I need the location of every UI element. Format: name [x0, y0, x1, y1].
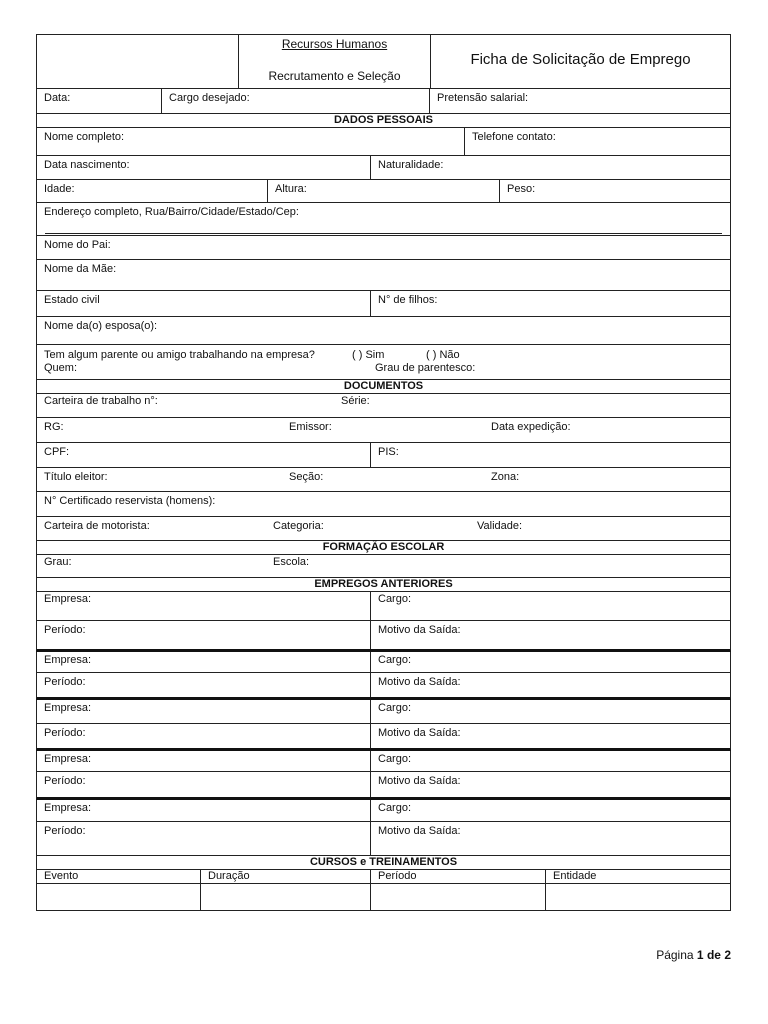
- row-relative: [36, 345, 731, 380]
- job-5-period-row: [36, 822, 731, 856]
- row-voter: [36, 468, 731, 492]
- form-header: [36, 34, 731, 89]
- job-2-period-field[interactable]: Período:: [44, 676, 86, 688]
- job-3-role-field[interactable]: Cargo:: [370, 700, 730, 723]
- row-military: [36, 492, 731, 517]
- birthplace-field[interactable]: Naturalidade:: [370, 156, 730, 179]
- courses-event-header: Evento: [44, 870, 79, 882]
- desired-position-field[interactable]: Cargo desejado:: [161, 89, 429, 113]
- row-age-height-weight: [36, 180, 731, 203]
- voter-section-field[interactable]: Seção:: [289, 471, 324, 483]
- degree-field[interactable]: Grau:: [44, 556, 72, 568]
- department-block: [238, 35, 430, 88]
- job-2-reason-field[interactable]: Motivo da Saída:: [370, 673, 730, 697]
- relative-no-checkbox[interactable]: ( ) Não: [426, 349, 460, 361]
- job-4-period-field[interactable]: Período:: [44, 775, 86, 787]
- address-field[interactable]: Endereço completo, Rua/Bairro/Cidade/Estado/Cep:: [44, 206, 299, 218]
- job-5-company-field[interactable]: Empresa:: [44, 802, 92, 814]
- job-1-company-row: [36, 592, 731, 621]
- row-education: [36, 555, 731, 578]
- row-cpf-pis: [36, 443, 731, 468]
- job-4-company-field[interactable]: Empresa:: [44, 753, 92, 765]
- salary-field[interactable]: Pretensão salarial:: [429, 89, 730, 113]
- job-5-company-row: [36, 800, 731, 822]
- job-3-reason-field[interactable]: Motivo da Saída:: [370, 724, 730, 748]
- address-underline: [45, 233, 722, 234]
- job-4-reason-field[interactable]: Motivo da Saída:: [370, 772, 730, 797]
- department-name: Recursos Humanos: [281, 37, 388, 51]
- logo-area: [37, 35, 238, 88]
- issue-date-field[interactable]: Data expedição:: [491, 421, 571, 433]
- job-2-company-field[interactable]: Empresa:: [44, 654, 92, 666]
- series-field[interactable]: Série:: [341, 395, 370, 407]
- work-card-field[interactable]: Carteira de trabalho n°:: [44, 395, 158, 407]
- height-field[interactable]: Altura:: [267, 180, 499, 202]
- job-3-company-row: [36, 700, 731, 724]
- course-entity-cell[interactable]: [545, 884, 730, 910]
- page-current: 1: [696, 948, 704, 962]
- kinship-field[interactable]: Grau de parentesco:: [375, 362, 476, 374]
- spouse-name-field[interactable]: Nome da(o) esposa(o):: [44, 320, 158, 332]
- job-5-reason-field[interactable]: Motivo da Saída:: [370, 822, 730, 855]
- pis-field[interactable]: PIS:: [370, 443, 730, 467]
- mother-name-field[interactable]: Nome da Mãe:: [44, 263, 117, 275]
- phone-field[interactable]: Telefone contato:: [464, 128, 730, 155]
- relative-who-field[interactable]: Quem:: [44, 362, 78, 374]
- father-name-field[interactable]: Nome do Pai:: [44, 239, 111, 251]
- form-title: Ficha de Solicitação de Emprego: [430, 35, 730, 88]
- courses-entry-row: [36, 884, 731, 911]
- courses-entity-header: Entidade: [545, 870, 730, 883]
- section-courses: CURSOS e TREINAMENTOS: [36, 856, 731, 870]
- cpf-field[interactable]: CPF:: [44, 446, 70, 458]
- courses-period-header: Período: [370, 870, 545, 883]
- job-1-company-field[interactable]: Empresa:: [44, 593, 92, 605]
- license-validity-field[interactable]: Validade:: [477, 520, 523, 532]
- voter-id-field[interactable]: Título eleitor:: [44, 471, 108, 483]
- job-5-period-field[interactable]: Período:: [44, 825, 86, 837]
- job-1-role-field[interactable]: Cargo:: [370, 592, 730, 620]
- relative-question-text: Tem algum parente ou amigo trabalhando na empresa?: [44, 349, 315, 361]
- weight-field[interactable]: Peso:: [499, 180, 730, 202]
- job-3-period-field[interactable]: Período:: [44, 727, 86, 739]
- children-field[interactable]: N° de filhos:: [370, 291, 730, 316]
- row-birth: [36, 156, 731, 180]
- row-spouse: [36, 317, 731, 345]
- row-mother: [36, 260, 731, 291]
- date-field[interactable]: Data:: [44, 92, 71, 104]
- subdepartment-name: Recrutamento e Seleção: [268, 69, 401, 83]
- job-2-period-row: [36, 673, 731, 700]
- page-total: 2: [724, 948, 731, 962]
- job-1-period-row: [36, 621, 731, 652]
- job-4-company-row: [36, 751, 731, 772]
- row-rg: [36, 418, 731, 443]
- birth-date-field[interactable]: Data nascimento:: [44, 159, 130, 171]
- page-prefix: Página: [656, 948, 694, 962]
- row-address: [36, 203, 731, 236]
- row-civil-status: [36, 291, 731, 317]
- section-documents: DOCUMENTOS: [36, 380, 731, 394]
- job-1-period-field[interactable]: Período:: [44, 624, 86, 636]
- row-driver: [36, 517, 731, 541]
- course-event-cell[interactable]: [37, 884, 200, 910]
- job-5-role-field[interactable]: Cargo:: [370, 800, 730, 821]
- page-of: de: [706, 948, 721, 962]
- military-cert-field[interactable]: N° Certificado reservista (homens):: [44, 495, 216, 507]
- job-2-company-row: [36, 652, 731, 673]
- civil-status-field[interactable]: Estado civil: [44, 294, 100, 306]
- job-2-role-field[interactable]: Cargo:: [370, 652, 730, 672]
- job-4-period-row: [36, 772, 731, 800]
- job-1-reason-field[interactable]: Motivo da Saída:: [370, 621, 730, 649]
- age-field[interactable]: Idade:: [44, 183, 75, 195]
- job-3-period-row: [36, 724, 731, 751]
- license-category-field[interactable]: Categoria:: [273, 520, 324, 532]
- row-work-card: [36, 394, 731, 418]
- rg-field[interactable]: RG:: [44, 421, 64, 433]
- section-previous-jobs: EMPREGOS ANTERIORES: [36, 578, 731, 592]
- relative-yes-checkbox[interactable]: ( ) Sim: [352, 349, 385, 361]
- section-personal-data: DADOS PESSOAIS: [36, 114, 731, 128]
- section-education: FORMAÇÃO ESCOLAR: [36, 541, 731, 555]
- full-name-field[interactable]: Nome completo:: [44, 131, 125, 143]
- page-number: [656, 948, 731, 962]
- driver-license-field[interactable]: Carteira de motorista:: [44, 520, 150, 532]
- job-3-company-field[interactable]: Empresa:: [44, 702, 92, 714]
- job-application-form: [36, 34, 731, 911]
- row-name-phone: [36, 128, 731, 156]
- course-period-cell[interactable]: [370, 884, 545, 910]
- course-duration-cell[interactable]: [200, 884, 370, 910]
- courses-duration-header: Duração: [200, 870, 370, 883]
- row-father: [36, 236, 731, 260]
- issuer-field[interactable]: Emissor:: [289, 421, 332, 433]
- job-4-role-field[interactable]: Cargo:: [370, 751, 730, 771]
- courses-header-row: [36, 870, 731, 884]
- row-date-position-salary: [36, 89, 731, 114]
- school-field[interactable]: Escola:: [273, 556, 310, 568]
- voter-zone-field[interactable]: Zona:: [491, 471, 520, 483]
